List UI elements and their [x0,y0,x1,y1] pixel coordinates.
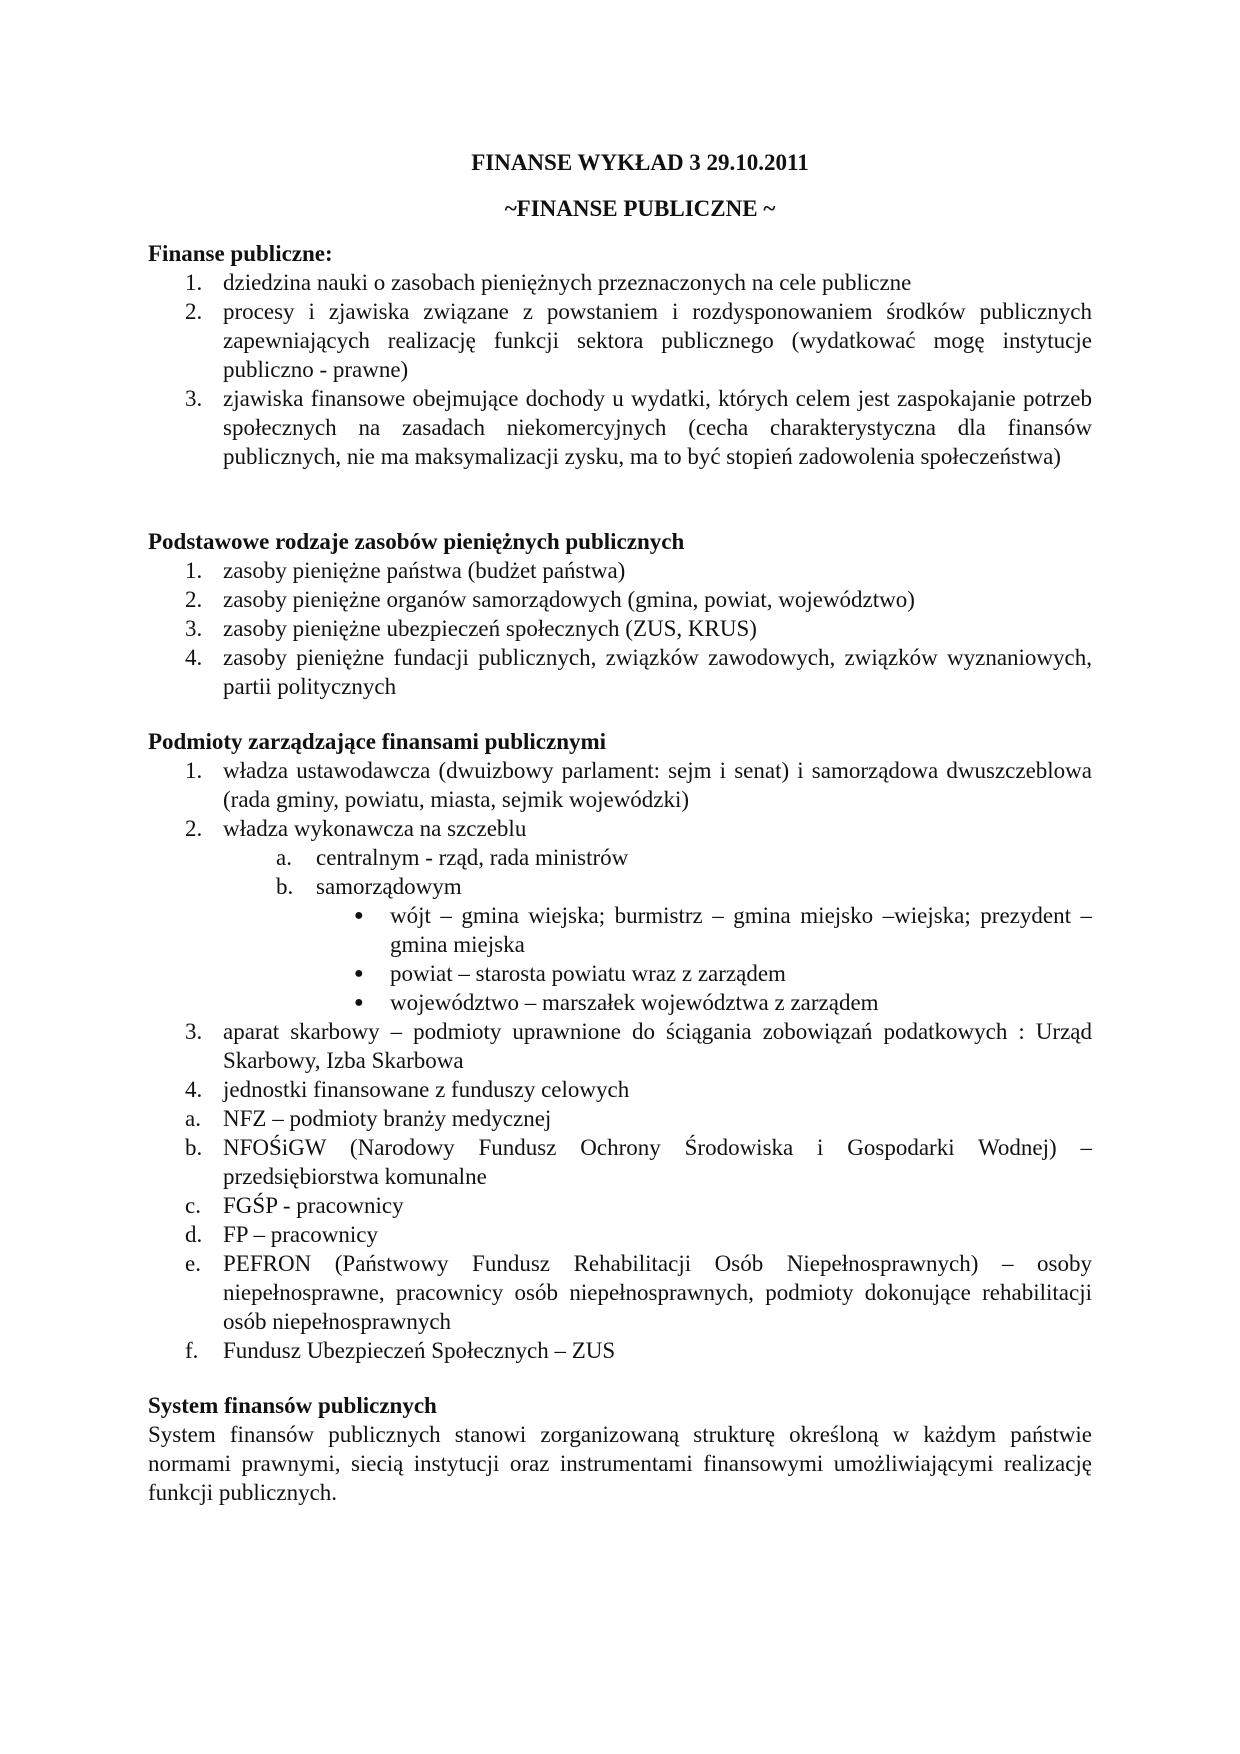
list-number: 2. [185,587,203,612]
entities-list-continued [148,1017,1092,1104]
document-title: FINANSE WYKŁAD 3 29.10.2011 [471,150,809,175]
list-letter: a. [276,845,292,870]
list-item [148,1249,1092,1336]
section-heading-finanse-publiczne: Finanse publiczne: [148,241,333,266]
list-item [148,1104,1092,1133]
list-item-text: województwo – marszałek województwa z zarządem [390,990,879,1015]
list-item [148,988,1092,1017]
list-item [148,384,1092,471]
section-heading-podmioty: Podmioty zarządzające finansami publicznymi [148,729,607,754]
list-item [148,756,1092,814]
funds-list [148,1104,1092,1365]
list-number: 4. [185,1077,203,1102]
list-item-text: samorządowym [316,874,462,899]
list-item-text: jednostki finansowane z funduszy celowych [223,1077,630,1102]
list-item [148,1336,1092,1365]
section-heading-system: System finansów publicznych [148,1393,437,1418]
list-item [148,901,1092,959]
list-item [148,1191,1092,1220]
list-number: 4. [185,645,203,670]
list-item [148,1133,1092,1191]
definitions-list [148,268,1092,471]
list-item [148,297,1092,384]
entities-list [148,756,1092,843]
list-item-text: FGŚP - pracownicy [223,1193,404,1218]
list-item-text: zasoby pieniężne państwa (budżet państwa) [223,558,626,583]
list-number: 1. [185,758,203,783]
list-item-text: zasoby pieniężne organów samorządowych (gmina, powiat, województwo) [223,587,915,612]
list-item [148,814,1092,843]
list-item [148,1075,1092,1104]
list-item [148,959,1092,988]
list-item [148,268,1092,297]
document-page [148,148,1092,1507]
list-item-text: zasoby pieniężne ubezpieczeń społecznych (ZUS, KRUS) [223,616,757,641]
list-letter: d. [185,1222,203,1247]
system-paragraph: System finansów publicznych stanowi zorganizowaną strukturę określoną w każdym państwie normami prawnymi, siecią instytucji oraz instrumentami finansowymi umożliwiającymi realizację funkcji publicznych. [148,1422,1092,1505]
section-heading-zasoby: Podstawowe rodzaje zasobów pieniężnych publicznych [148,529,685,554]
list-item-text: powiat – starosta powiatu wraz z zarządem [390,961,786,986]
executive-sublist [148,843,1092,901]
list-number: 2. [185,816,203,841]
list-item [148,585,1092,614]
list-item-text: zasoby pieniężne fundacji publicznych, związków zawodowych, związków wyznaniowych, partii politycznych [223,645,1092,699]
list-item-text: PEFRON (Państwowy Fundusz Rehabilitacji Osób Niepełnosprawnych) – osoby niepełnosprawne, pracownicy osób niepełnosprawnych, podmioty dokonujące rehabilitacji osób niepełnosprawnych [223,1251,1092,1334]
list-item-text: Fundusz Ubezpieczeń Społecznych – ZUS [223,1338,616,1363]
list-letter: a. [185,1106,201,1131]
list-letter: b. [276,874,294,899]
list-letter: e. [185,1251,201,1276]
list-item-text: centralnym - rząd, rada ministrów [316,845,629,870]
list-item-text: procesy i zjawiska związane z powstaniem i rozdysponowaniem środków publicznych zapewniających realizację funkcji sektora publicznego (wydatkować mogę instytucje publiczno - prawne) [223,299,1092,382]
list-number: 3. [185,386,203,411]
list-item-text: wójt – gmina wiejska; burmistrz – gmina miejsko –wiejska; prezydent – gmina miejska [390,903,1092,957]
list-item-text: FP – pracownicy [223,1222,379,1247]
list-item-text: władza ustawodawcza (dwuizbowy parlament: sejm i senat) i samorządowa dwuszczeblowa (rada gminy, powiatu, miasta, sejmik wojewódzki) [223,758,1092,812]
list-number: 2. [185,299,203,324]
list-item [148,1017,1092,1075]
list-number: 3. [185,1019,203,1044]
list-item-text: dziedzina nauki o zasobach pieniężnych przeznaczonych na cele publiczne [223,270,912,295]
list-item [148,1220,1092,1249]
bullet-icon: ● [354,907,364,924]
document-subtitle: ~FINANSE PUBLICZNE ~ [504,196,776,221]
list-letter: f. [185,1338,199,1363]
list-item-text: aparat skarbowy – podmioty uprawnione do ściągania zobowiązań podatkowych : Urząd Skarbowy, Izba Skarbowa [223,1019,1092,1073]
resources-list [148,556,1092,701]
list-item [148,614,1092,643]
list-item [148,843,1092,872]
list-letter: b. [185,1135,203,1160]
list-item-text: zjawiska finansowe obejmujące dochody u wydatki, których celem jest zaspokajanie potrzeb społecznych na zasadach niekomercyjnych (cecha charakterystyczna dla finansów publicznych, nie ma maksymalizacji zysku, ma to być stopień zadowolenia społeczeństwa) [223,386,1092,469]
list-item [148,872,1092,901]
list-item [148,556,1092,585]
bullet-icon: ● [354,965,364,982]
list-item-text: NFOŚiGW (Narodowy Fundusz Ochrony Środowiska i Gospodarki Wodnej) – przedsiębiorstwa komunalne [223,1135,1092,1189]
list-letter: c. [185,1193,201,1218]
list-number: 1. [185,270,203,295]
list-item [148,643,1092,701]
bullet-icon: ● [354,994,364,1011]
list-number: 1. [185,558,203,583]
local-government-bullets [148,901,1092,1017]
list-item-text: władza wykonawcza na szczeblu [223,816,527,841]
list-item-text: NFZ – podmioty branży medycznej [223,1106,552,1131]
list-number: 3. [185,616,203,641]
